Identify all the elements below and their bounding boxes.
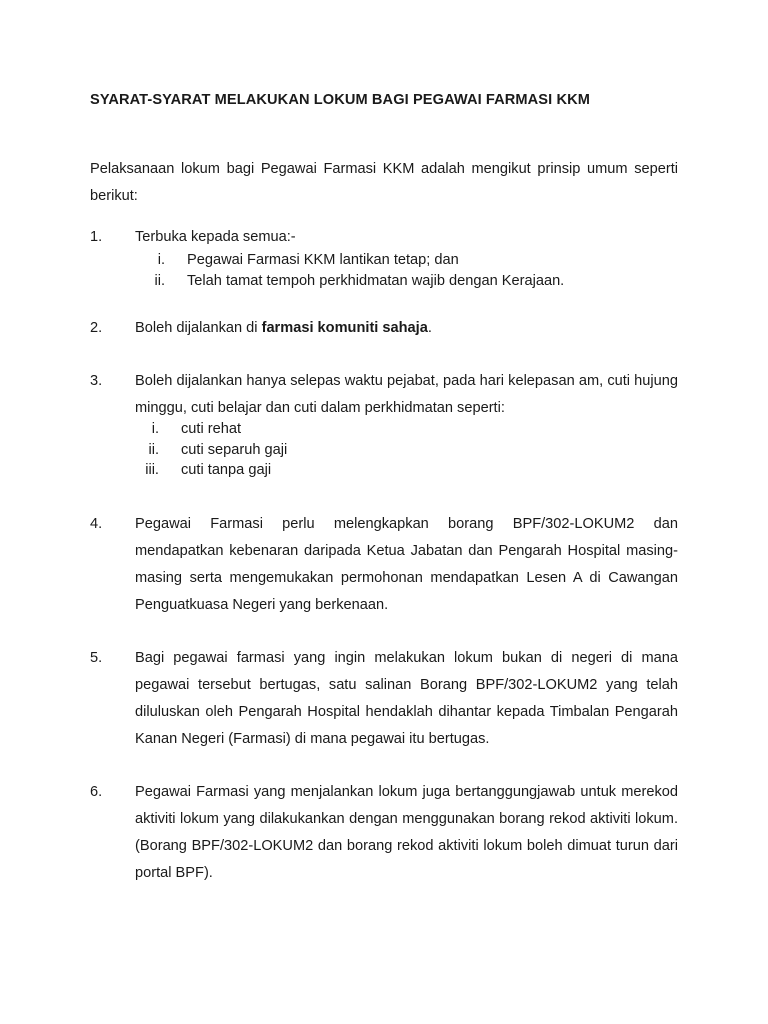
- item-text-bold: farmasi komuniti sahaja: [261, 320, 428, 336]
- item-text-plain: Boleh dijalankan di: [135, 320, 262, 336]
- item-body: [135, 315, 678, 342]
- sub-item-numeral: i.: [157, 252, 165, 268]
- item-number: 1.: [90, 229, 103, 245]
- sub-list: [135, 250, 678, 291]
- sub-item-numeral: ii.: [148, 441, 159, 458]
- item-number: 4.: [90, 516, 103, 532]
- document-title: SYARAT-SYARAT MELAKUKAN LOKUM BAGI PEGAWAI FARMASI KKM: [90, 92, 590, 108]
- sub-item-text: cuti rehat: [181, 421, 242, 437]
- item-text: Boleh dijalankan hanya selepas waktu pejabat, pada hari kelepasan am, cuti hujung minggu, cuti belajar dan cuti dalam perkhidmatan seperti:: [135, 373, 678, 416]
- sub-list-item: [135, 440, 678, 461]
- sub-item-numeral: i.: [151, 421, 159, 437]
- sub-item-numeral: ii.: [154, 272, 165, 289]
- item-text-end: .: [427, 320, 432, 336]
- item-text: [135, 315, 678, 342]
- item-number: 6.: [90, 784, 103, 800]
- item-number: 3.: [90, 373, 103, 389]
- sub-item-text: Pegawai Farmasi KKM lantikan tetap; dan: [187, 252, 459, 268]
- item-text: Pegawai Farmasi perlu melengkapkan borang BPF/302-LOKUM2 dan mendapatkan kebenaran daripada Ketua Jabatan dan Pengarah Hospital masing-masing serta mengemukakan permohonan mendapatkan Lesen A di Cawangan Penguatkuasa Negeri yang berkenaan.: [135, 516, 678, 613]
- sub-list-item: [135, 250, 678, 271]
- item-number: 5.: [90, 650, 103, 666]
- item-number: 2.: [90, 320, 103, 336]
- sub-list-item: [135, 419, 678, 440]
- item-body: [135, 511, 678, 619]
- item-text: Bagi pegawai farmasi yang ingin melakukan lokum bukan di negeri di mana pegawai tersebut bertugas, satu salinan Borang BPF/302-LOKUM2 yang telah diluluskan oleh Pengarah Hospital hendaklah dihantar kepada Timbalan Pengarah Kanan Negeri (Farmasi) di mana pegawai itu bertugas.: [135, 650, 678, 747]
- item-text: Pegawai Farmasi yang menjalankan lokum juga bertanggungjawab untuk merekod aktiviti lokum yang dilakukankan dengan menggunakan borang rekod aktiviti lokum. (Borang BPF/302-LOKUM2 dan borang rekod aktiviti lokum boleh dimuat turun dari portal BPF).: [135, 784, 678, 881]
- item-body: [135, 645, 678, 753]
- sub-item-text: cuti separuh gaji: [181, 441, 288, 458]
- sub-item-text: cuti tanpa gaji: [181, 462, 272, 478]
- sub-list-item: [135, 271, 678, 292]
- sub-list-item: [135, 460, 678, 481]
- intro-paragraph: Pelaksanaan lokum bagi Pegawai Farmasi KKM adalah mengikut prinsip umum seperti berikut:: [90, 161, 678, 204]
- item-body: [135, 779, 678, 887]
- item-body: [135, 224, 678, 291]
- sub-item-numeral: iii.: [145, 462, 159, 478]
- item-text: Terbuka kepada semua:-: [135, 229, 296, 245]
- sub-item-text: Telah tamat tempoh perkhidmatan wajib dengan Kerajaan.: [187, 272, 565, 289]
- item-body: [135, 368, 678, 481]
- sub-list: [135, 419, 678, 481]
